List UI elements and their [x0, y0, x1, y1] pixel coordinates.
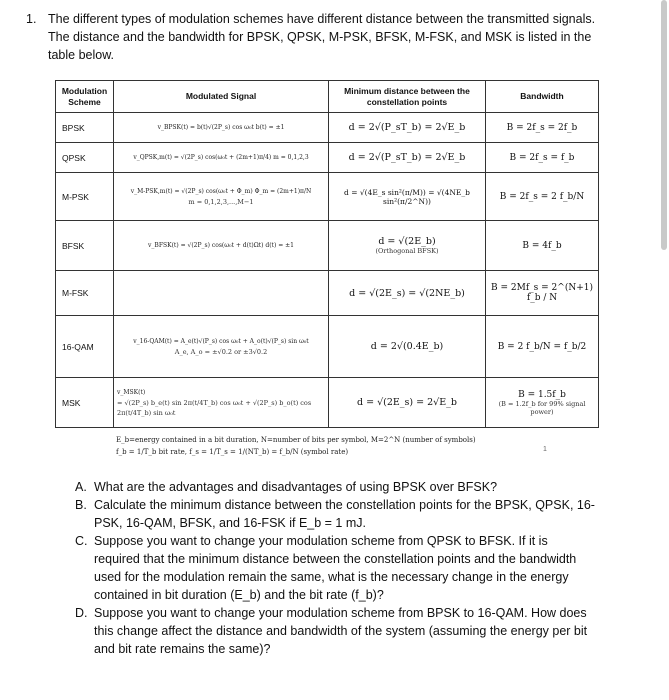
bandwidth-formula: B = 1.5f_b: [518, 389, 566, 400]
distance-cell: d = 2√(P_sT_b) = 2√E_b: [329, 113, 486, 143]
signal-note: = √(2P_s) b_e(t) sin 2π(t/4T_b) cos ω₀t + √(2P_s) b_o(t) cos 2π(t/4T_b) sin ω₀t: [117, 398, 312, 417]
table-row: [56, 143, 599, 173]
bandwidth-cell: B = 2f_s = 2 f_b/N: [486, 173, 599, 221]
distance-cell: d = 2√(P_sT_b) = 2√E_b: [329, 143, 486, 173]
signal-cell: [114, 143, 329, 173]
distance-cell: [329, 221, 486, 271]
signal-cell: [114, 113, 329, 143]
bandwidth-cell: B = 2Mf_s = 2^(N+1) f_b / N: [486, 271, 599, 316]
bandwidth-cell: [486, 378, 599, 428]
distance-cell: d = 2√(0.4E_b): [329, 316, 486, 378]
part-text: Calculate the minimum distance between the constellation points for the BPSK, QPSK, 16-PSK, 16-QAM, BFSK, and 16-FSK if E_b = 1 mJ.: [94, 498, 595, 530]
signal-cell: [114, 378, 329, 428]
scheme-cell: BFSK: [56, 221, 114, 271]
bandwidth-note: (B = 1.2f_b for 99% signal power): [498, 399, 586, 416]
scheme-cell: QPSK: [56, 143, 114, 173]
scheme-cell: MSK: [56, 378, 114, 428]
scheme-cell: M-FSK: [56, 271, 114, 316]
signal-note: m = 0,1,2,3,...,M−1: [188, 197, 254, 206]
question-part-b: [75, 496, 595, 532]
distance-formula: d = √(2E_b): [378, 236, 436, 247]
modulation-table: [55, 80, 599, 428]
signal-note: A_e, A_o = ±√0.2 or ±3√0.2: [174, 347, 268, 356]
header-bandwidth: Bandwidth: [486, 81, 599, 113]
part-label: C.: [75, 534, 88, 548]
header-distance: Minimum distance between the constellation points: [329, 81, 486, 113]
part-label: B.: [75, 498, 87, 512]
scheme-cell: 16-QAM: [56, 316, 114, 378]
question-part-d: [75, 604, 595, 658]
bandwidth-cell: B = 2f_s = f_b: [486, 143, 599, 173]
scheme-cell: M-PSK: [56, 173, 114, 221]
bandwidth-cell: B = 2 f_b/N = f_b/2: [486, 316, 599, 378]
header-scheme: Modulation Scheme: [56, 81, 114, 113]
signal-cell: [114, 173, 329, 221]
signal-cell: [114, 271, 329, 316]
part-text: What are the advantages and disadvantages of using BPSK over BFSK?: [94, 480, 498, 494]
signal-formula: v_16-QAM(t) = A_e(t)√(P_s) cos ω₀t + A_o(t)√(P_s) sin ω₀t: [133, 337, 309, 345]
scheme-cell: BPSK: [56, 113, 114, 143]
part-text: Suppose you want to change your modulation scheme from BPSK to 16-QAM. How does this change affect the distance and bandwidth of the system (assuming the energy per bit and bit rate remains the same)?: [94, 606, 588, 656]
part-label: A.: [75, 480, 87, 494]
distance-cell: d = √(2E_s) = 2√E_b: [329, 378, 486, 428]
distance-cell: d = √(2E_s) = √(2NE_b): [329, 271, 486, 316]
table-footnote: [116, 434, 586, 458]
table-row: [56, 271, 599, 316]
table-row: [56, 113, 599, 143]
footnote-line: E_b=energy contained in a bit duration, N=number of bits per symbol, M=2^N (number of symbols): [116, 436, 476, 444]
part-text: Suppose you want to change your modulation scheme from QPSK to BFSK. If it is required that the minimum distance between the constellation points and the bandwidth used for the modulation remain the same, what is the necessary change in the energy contained in bit duration (E_b) and the bit rate (f_b)?: [94, 534, 577, 602]
table-row: [56, 221, 599, 271]
footnote-line: f_b = 1/T_b bit rate, f_s = 1/T_s = 1/(NT_b) = f_b/N (symbol rate): [116, 448, 349, 456]
question-number: 1.: [26, 12, 37, 26]
question-1: [26, 10, 608, 64]
signal-formula: v_MSK(t): [117, 388, 146, 396]
signal-cell: [114, 316, 329, 378]
question-part-c: [75, 532, 595, 604]
question-intro: The different types of modulation schemes have different distance between the transmitted signals. The distance and the bandwidth for BPSK, QPSK, M-PSK, BFSK, M-FSK, and MSK is listed in the table below.: [48, 12, 596, 62]
distance-cell: d = √(4E_s sin²(π/M)) = √(4NE_b sin²(π/2^N)): [329, 173, 486, 221]
header-signal: Modulated Signal: [114, 81, 329, 113]
part-label: D.: [75, 606, 88, 620]
signal-formula: v_BFSK(t) = √(2P_s) cos(ω₀t + d(t)Ωt) d(t) = ±1: [148, 241, 294, 249]
table-row: [56, 173, 599, 221]
signal-cell: [114, 221, 329, 271]
table-row: [56, 316, 599, 378]
signal-formula: v_M-PSK,m(t) = √(2P_s) cos(ω₀t + Φ_m) Φ_m = (2m+1)π/N: [130, 187, 312, 195]
question-part-a: [75, 478, 595, 496]
bandwidth-cell: B = 4f_b: [486, 221, 599, 271]
signal-formula: v_BPSK(t) = b(t)√(2P_s) cos ω₀t b(t) = ±1: [157, 123, 285, 131]
page-number: 1: [543, 446, 547, 453]
signal-formula: v_QPSK,m(t) = √(2P_s) cos(ω₀t + (2m+1)π/4) m = 0,1,2,3: [133, 153, 309, 161]
distance-note: (Orthogonal BFSK): [375, 247, 439, 255]
scrollbar[interactable]: [661, 0, 667, 250]
question-parts: [75, 478, 595, 658]
bandwidth-cell: B = 2f_s = 2f_b: [486, 113, 599, 143]
table-row: [56, 378, 599, 428]
